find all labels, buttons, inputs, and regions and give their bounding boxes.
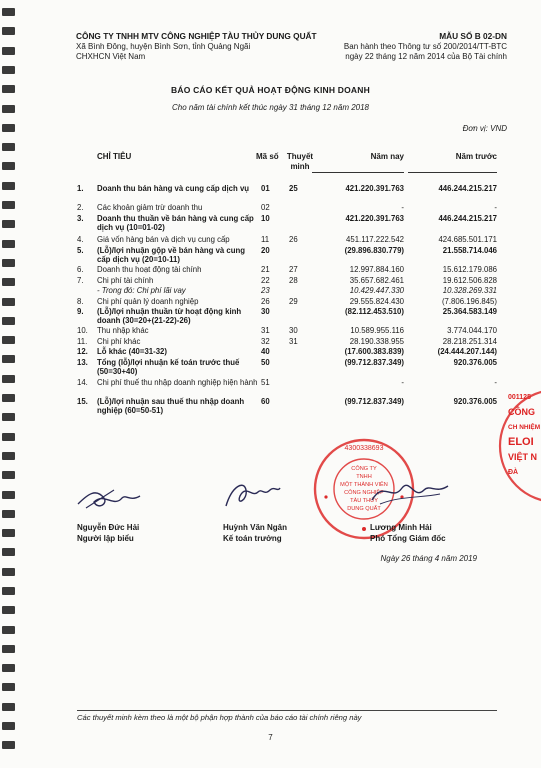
row-prior-year: -: [494, 203, 497, 212]
binding-hole: [2, 27, 15, 35]
auditor-seal-text: 001125 CÔNG CH NHIỆM ELOI VIỆT N ĐÀ: [508, 394, 541, 476]
row-prior-year: 10.328.269.331: [442, 286, 497, 295]
binding-hole: [2, 548, 15, 556]
form-issued-line-1: Ban hành theo Thông tư số 200/2014/TT-BTC: [343, 41, 507, 51]
chief-accountant-block: [223, 522, 287, 544]
binding-hole: [2, 645, 15, 653]
row-prior-year: 446.244.215.217: [438, 184, 497, 193]
binding-hole: [2, 587, 15, 595]
company-block: [76, 31, 317, 63]
seal-number: 4300338693: [344, 445, 384, 452]
footer-divider: [77, 710, 497, 711]
binding-hole: [2, 278, 15, 286]
row-code: 51: [261, 378, 270, 387]
currency-unit: Đơn vị: VND: [462, 124, 507, 133]
col-current-year-header: Năm nay: [370, 152, 404, 161]
row-prior-year: 446.244.215.217: [438, 214, 497, 223]
col-indicator-header: CHỈ TIÊU: [97, 152, 132, 161]
row-label: (Lỗ)/lợi nhuận gộp về bán hàng và cung cấp dịch vụ (20=10-11): [97, 246, 246, 264]
binding-hole: [2, 491, 15, 499]
binding-holes: [2, 0, 16, 768]
row-label: (Lỗ)/lợi nhuận thuần từ hoạt động kinh doanh (30=20+(21-22)-26): [97, 307, 242, 325]
row-label: Giá vốn hàng bán và dịch vụ cung cấp: [97, 235, 230, 244]
binding-hole: [2, 336, 15, 344]
director-block: [370, 522, 446, 544]
row-current-year: (17.600.383.839): [344, 347, 404, 356]
row-number: 14.: [77, 378, 88, 387]
row-prior-year: 19.612.506.828: [442, 276, 497, 285]
col-current-underline: [312, 172, 404, 173]
row-code: 11: [261, 235, 270, 244]
row-number: 3.: [77, 214, 84, 223]
row-code: 30: [261, 307, 270, 316]
binding-hole: [2, 741, 15, 749]
binding-hole: [2, 259, 15, 267]
row-number: 4.: [77, 235, 84, 244]
row-prior-year: 15.612.179.086: [442, 265, 497, 274]
row-current-year: 28.190.338.955: [349, 337, 404, 346]
binding-hole: [2, 47, 15, 55]
row-code: 60: [261, 397, 270, 406]
row-label: - Trong đó: Chi phí lãi vay: [97, 286, 186, 295]
row-current-year: (82.112.453.510): [345, 307, 404, 316]
row-number: 13.: [77, 358, 88, 367]
row-label: Chi phí quản lý doanh nghiệp: [97, 297, 199, 306]
binding-hole: [2, 433, 15, 441]
row-label: Doanh thu thuần về bán hàng và cung cấp dịch vụ (10=01-02): [97, 214, 254, 232]
row-prior-year: 25.364.583.149: [442, 307, 497, 316]
row-prior-year: 920.376.005: [453, 397, 497, 406]
svg-text:CÔNG TY: CÔNG TY: [351, 466, 377, 472]
row-number: 7.: [77, 276, 84, 285]
binding-hole: [2, 722, 15, 730]
row-label: Tổng (lỗ)/lợi nhuận kế toán trước thuế (50=30+40): [97, 358, 240, 376]
svg-text:TÀU THỦY: TÀU THỦY: [350, 498, 378, 504]
row-number: 5.: [77, 246, 84, 255]
row-note: 28: [289, 276, 298, 285]
binding-hole: [2, 66, 15, 74]
report-subtitle: Cho năm tài chính kết thúc ngày 31 tháng 12 năm 2018: [171, 103, 370, 112]
row-number: 9.: [77, 307, 84, 316]
binding-hole: [2, 8, 15, 16]
col-prior-year-header: Năm trước: [455, 152, 497, 161]
binding-hole: [2, 355, 15, 363]
row-code: 10: [261, 214, 270, 223]
company-name: CÔNG TY TNHH MTV CÔNG NGHIỆP TÀU THỦY DUNG QUẤT: [76, 31, 317, 41]
row-label: Các khoản giảm trừ doanh thu: [97, 203, 203, 212]
chief-accountant-name: Huỳnh Văn Ngân: [223, 523, 288, 532]
binding-hole: [2, 568, 15, 576]
row-current-year: (99.712.837.349): [344, 358, 404, 367]
binding-hole: [2, 201, 15, 209]
row-current-year: 451.117.222.542: [346, 235, 404, 244]
binding-hole: [2, 162, 15, 170]
preparer-name: Nguyễn Đức Hải: [77, 523, 140, 532]
row-prior-year: (24.444.207.144): [437, 347, 497, 356]
row-code: 02: [261, 203, 270, 212]
row-code: 22: [261, 276, 270, 285]
row-code: 21: [261, 265, 270, 274]
row-code: 40: [261, 347, 270, 356]
row-label: Chi phí tài chính: [97, 276, 154, 285]
row-current-year: 29.555.824.430: [349, 297, 404, 306]
preparer-signature: [74, 482, 144, 516]
row-code: 23: [261, 286, 270, 295]
form-block: [344, 31, 507, 63]
row-code: 26: [261, 297, 270, 306]
form-number: MẪU SỐ B 02-DN: [439, 31, 507, 41]
svg-text:DUNG QUẤT: DUNG QUẤT: [347, 506, 381, 512]
row-current-year: -: [401, 378, 404, 387]
preparer-title: Người lập biểu: [77, 534, 134, 543]
row-prior-year: -: [494, 378, 497, 387]
row-code: 20: [261, 246, 270, 255]
row-prior-year: 920.376.005: [453, 358, 497, 367]
row-label: (Lỗ)/lợi nhuận sau thuế thu nhập doanh nghiệp (60=50-51): [97, 397, 245, 415]
row-number: 1.: [77, 184, 84, 193]
row-label: Doanh thu bán hàng và cung cấp dịch vụ: [97, 184, 250, 193]
row-note: 25: [289, 184, 298, 193]
col-note-header: Thuyết minh: [286, 152, 314, 171]
svg-text:MỘT THÀNH VIÊN: MỘT THÀNH VIÊN: [340, 482, 388, 488]
director-name: Lương Minh Hải: [370, 523, 432, 532]
row-label: Chi phí khác: [97, 337, 141, 346]
row-label: Doanh thu hoạt động tài chính: [97, 265, 202, 274]
chief-accountant-signature: [222, 476, 282, 516]
binding-hole: [2, 626, 15, 634]
row-current-year: 421.220.391.763: [345, 184, 404, 193]
row-number: 10.: [77, 326, 88, 335]
svg-text:CÔNG NGHIỆP: CÔNG NGHIỆP: [344, 490, 384, 496]
binding-hole: [2, 471, 15, 479]
row-code: 32: [261, 337, 270, 346]
binding-hole: [2, 394, 15, 402]
binding-hole: [2, 413, 15, 421]
company-country: CHXHCN Việt Nam: [76, 52, 146, 61]
row-prior-year: 28.218.251.314: [442, 337, 497, 346]
row-current-year: 12.997.884.160: [349, 265, 404, 274]
row-code: 31: [261, 326, 270, 335]
binding-hole: [2, 664, 15, 672]
svg-text:TNHH: TNHH: [356, 474, 372, 480]
row-label: Chi phí thuế thu nhập doanh nghiệp hiện hành: [97, 378, 258, 387]
binding-hole: [2, 143, 15, 151]
row-number: 12.: [77, 347, 88, 356]
col-prior-underline: [408, 172, 497, 173]
row-number: 8.: [77, 297, 84, 306]
col-code-header: Mã số: [256, 152, 279, 161]
binding-hole: [2, 452, 15, 460]
row-current-year: (99.712.837.349): [344, 397, 404, 406]
row-note: 27: [289, 265, 298, 274]
row-label: Lỗ khác (40=31-32): [97, 347, 167, 356]
binding-hole: [2, 375, 15, 383]
preparer-block: [77, 522, 139, 544]
row-label: Thu nhập khác: [97, 326, 149, 335]
row-prior-year: (7.806.196.845): [441, 297, 497, 306]
binding-hole: [2, 317, 15, 325]
row-code: 01: [261, 184, 270, 193]
chief-accountant-title: Kế toán trưởng: [223, 534, 282, 543]
row-code: 50: [261, 358, 270, 367]
row-number: 15.: [77, 397, 88, 406]
footer-note: Các thuyết minh kèm theo là một bộ phận hợp thành của báo cáo tài chính riêng này: [77, 713, 362, 722]
binding-hole: [2, 510, 15, 518]
row-number: 6.: [77, 265, 84, 274]
binding-hole: [2, 529, 15, 537]
row-current-year: (29.896.830.779): [344, 246, 404, 255]
row-current-year: 35.657.682.461: [349, 276, 404, 285]
row-number: 11.: [77, 337, 88, 346]
binding-hole: [2, 240, 15, 248]
binding-hole: [2, 124, 15, 132]
row-current-year: -: [401, 203, 404, 212]
director-title: Phó Tổng Giám đốc: [370, 534, 446, 543]
binding-hole: [2, 606, 15, 614]
binding-hole: [2, 182, 15, 190]
row-number: 2.: [77, 203, 84, 212]
director-signature: [370, 474, 450, 510]
row-prior-year: 21.558.714.046: [442, 246, 497, 255]
binding-hole: [2, 220, 15, 228]
row-note: 31: [289, 337, 298, 346]
signing-date: Ngày 26 tháng 4 năm 2019: [380, 554, 477, 563]
row-note: 30: [289, 326, 298, 335]
page-number: 7: [268, 733, 273, 742]
row-current-year: 10.589.955.116: [350, 326, 404, 335]
row-prior-year: 424.685.501.171: [438, 235, 497, 244]
binding-hole: [2, 298, 15, 306]
row-current-year: 10.429.447.330: [349, 286, 404, 295]
report-title: BÁO CÁO KẾT QUẢ HOẠT ĐỘNG KINH DOANH: [171, 85, 370, 95]
row-prior-year: 3.774.044.170: [447, 326, 497, 335]
row-note: 29: [289, 297, 298, 306]
row-current-year: 421.220.391.763: [345, 214, 404, 223]
company-address: Xã Bình Đông, huyện Bình Sơn, tỉnh Quảng Ngãi: [76, 41, 251, 51]
binding-hole: [2, 703, 15, 711]
row-note: 26: [289, 235, 298, 244]
binding-hole: [2, 683, 15, 691]
form-issued-line-2: ngày 22 tháng 12 năm 2014 của Bộ Tài chính: [345, 52, 507, 61]
